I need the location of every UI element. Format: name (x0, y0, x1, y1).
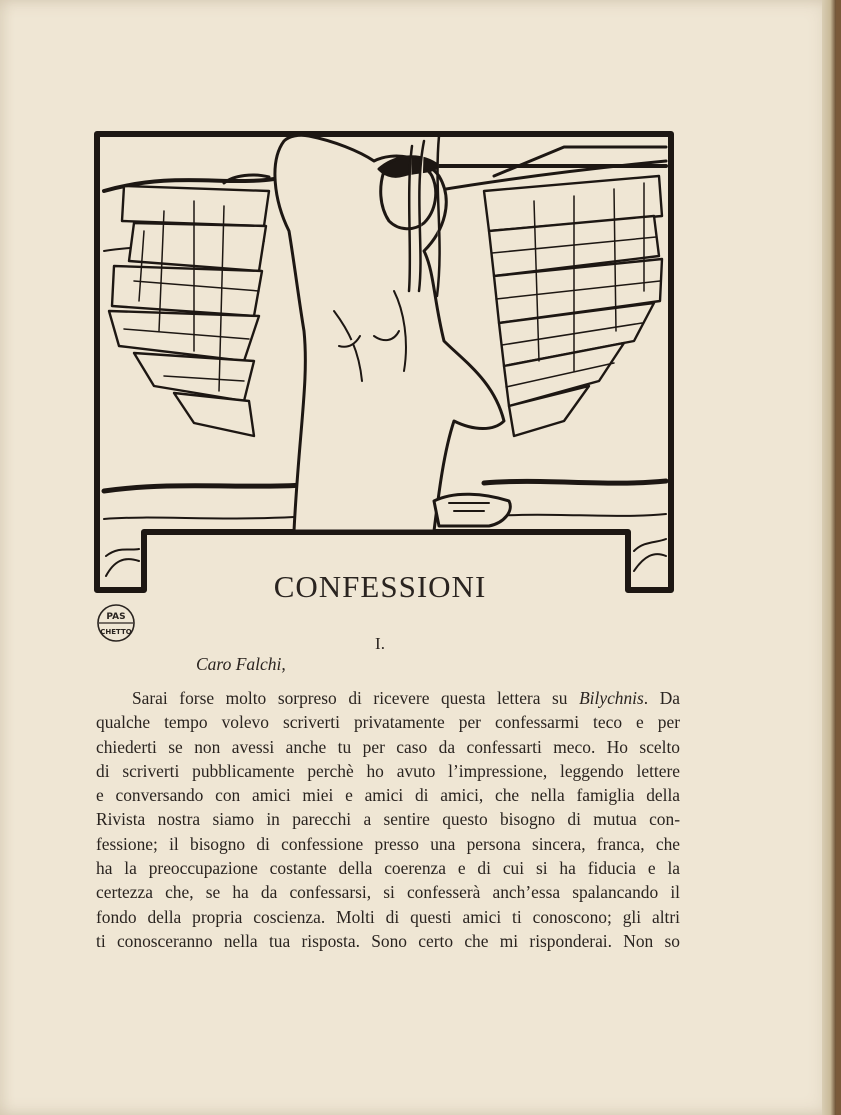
body-line-text: di scriverti pubblicamente perchè ho avuto l’impressione, leggendo lettere (96, 760, 680, 781)
body-line-text: certezza che, se ha da confessarsi, si confesserà anch’essa spalancando il (96, 882, 680, 903)
body-line (96, 710, 680, 734)
winged-youth-woodcut-illustration (94, 131, 674, 596)
body-line (96, 905, 680, 929)
salutation: Caro Falchi, (196, 654, 286, 674)
body-line-text: qualche tempo volevo scriverti privatamente per confessarmi teco e per (96, 712, 680, 733)
monogram-bottom-text: CHETTO (100, 628, 132, 636)
body-line-text: ti conosceranno nella tua risposta. Sono certo che mi risponderai. Non so (96, 930, 680, 951)
body-line (96, 686, 680, 710)
body-line-text: fondo della propria coscienza. Molti di questi amici ti conoscono; gli altri (96, 906, 680, 927)
body-line-text: chiederti se non avessi anche tu per caso da confessarti meco. Ho scelto (96, 736, 680, 757)
monogram-top-text: PAS (106, 612, 126, 622)
body-line (96, 759, 680, 783)
body-line (96, 735, 680, 759)
page-title: CONFESSIONI (273, 569, 487, 604)
body-line (96, 832, 680, 856)
body-line (96, 880, 680, 904)
body-line-text: Sarai forse molto sorpreso di ricevere questa lettera su (132, 688, 580, 708)
body-line-text: e conversando con amici miei e amici di amici, che nella famiglia della (96, 785, 680, 806)
body-line (96, 783, 680, 807)
body-line-text: ha la preoccupazione costante della coerenza e di cui si ha fiducia e la (96, 858, 680, 879)
page-edge (822, 0, 836, 1115)
section-number: I. (375, 634, 385, 653)
body-text (96, 686, 680, 953)
journal-name: Bilychnis (579, 688, 644, 708)
body-line-text: . Da (643, 688, 680, 708)
artist-monogram-icon (93, 603, 139, 643)
body-line (96, 856, 680, 880)
body-line-text: Rivista nostra siamo in parecchi a sentire questo bisogno di mutua con- (96, 809, 680, 830)
body-line-text: fessione; il bisogno di confessione presso una persona sincera, franca, che (96, 833, 680, 854)
body-line (96, 807, 680, 831)
body-line (96, 929, 680, 953)
